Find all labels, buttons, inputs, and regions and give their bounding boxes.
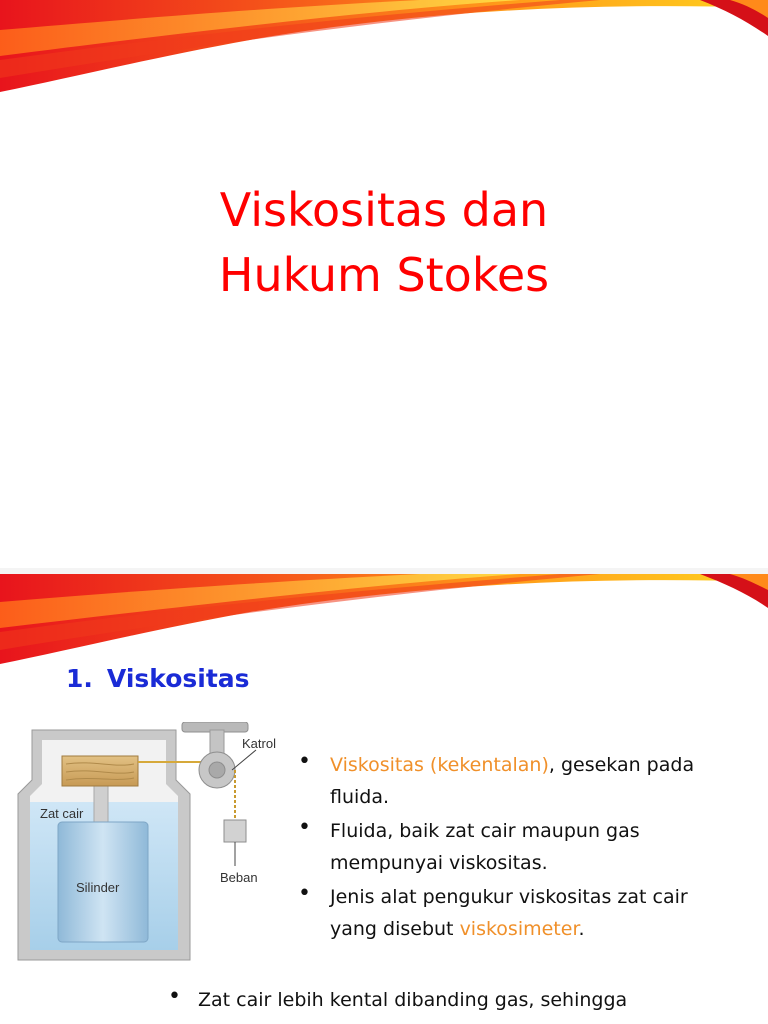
- bullet-dot-icon: •: [298, 749, 311, 774]
- content-slide: [0, 574, 768, 1024]
- viscometer-diagram: [14, 722, 284, 967]
- bullet-list: [298, 749, 728, 947]
- bullet-item: [168, 984, 728, 1016]
- section-title: Viskositas: [106, 664, 250, 693]
- bullet-dot-icon: •: [298, 815, 311, 840]
- bullet-text-end: .: [578, 918, 585, 940]
- weight-block: [224, 820, 246, 842]
- decorative-swoosh-top: [0, 0, 768, 100]
- label-beban: Beban: [220, 870, 258, 885]
- section-number: 1.: [66, 664, 93, 693]
- slide-title-line2: Hukum Stokes: [218, 248, 550, 302]
- section-heading: [66, 664, 250, 693]
- bullet-dot-icon: •: [168, 984, 181, 1009]
- label-zat-cair: Zat cair: [40, 806, 84, 821]
- bullet-text: , gesekan pada fluida.: [330, 754, 695, 808]
- highlight-term: viskosimeter: [459, 918, 579, 940]
- bullet-text: Fluida, baik zat cair maupun gas mempunyai viskositas.: [330, 820, 640, 874]
- bullet-item: [298, 815, 728, 879]
- slide-title-line1: Viskositas dan: [219, 183, 549, 237]
- bullet-list-bottom: [168, 984, 728, 1016]
- decorative-swoosh-top: [0, 574, 768, 669]
- bullet-text: Zat cair lebih kental dibanding gas, sehingga: [198, 989, 628, 1011]
- bullet-dot-icon: •: [298, 881, 311, 906]
- bullet-item: [298, 881, 728, 945]
- label-silinder: Silinder: [76, 880, 120, 895]
- highlight-term: Viskositas (kekentalan): [330, 754, 549, 776]
- bullet-item: [298, 749, 728, 813]
- bullet-text: Jenis alat pengukur viskositas zat cair yang disebut: [330, 886, 688, 940]
- label-katrol: Katrol: [242, 736, 276, 751]
